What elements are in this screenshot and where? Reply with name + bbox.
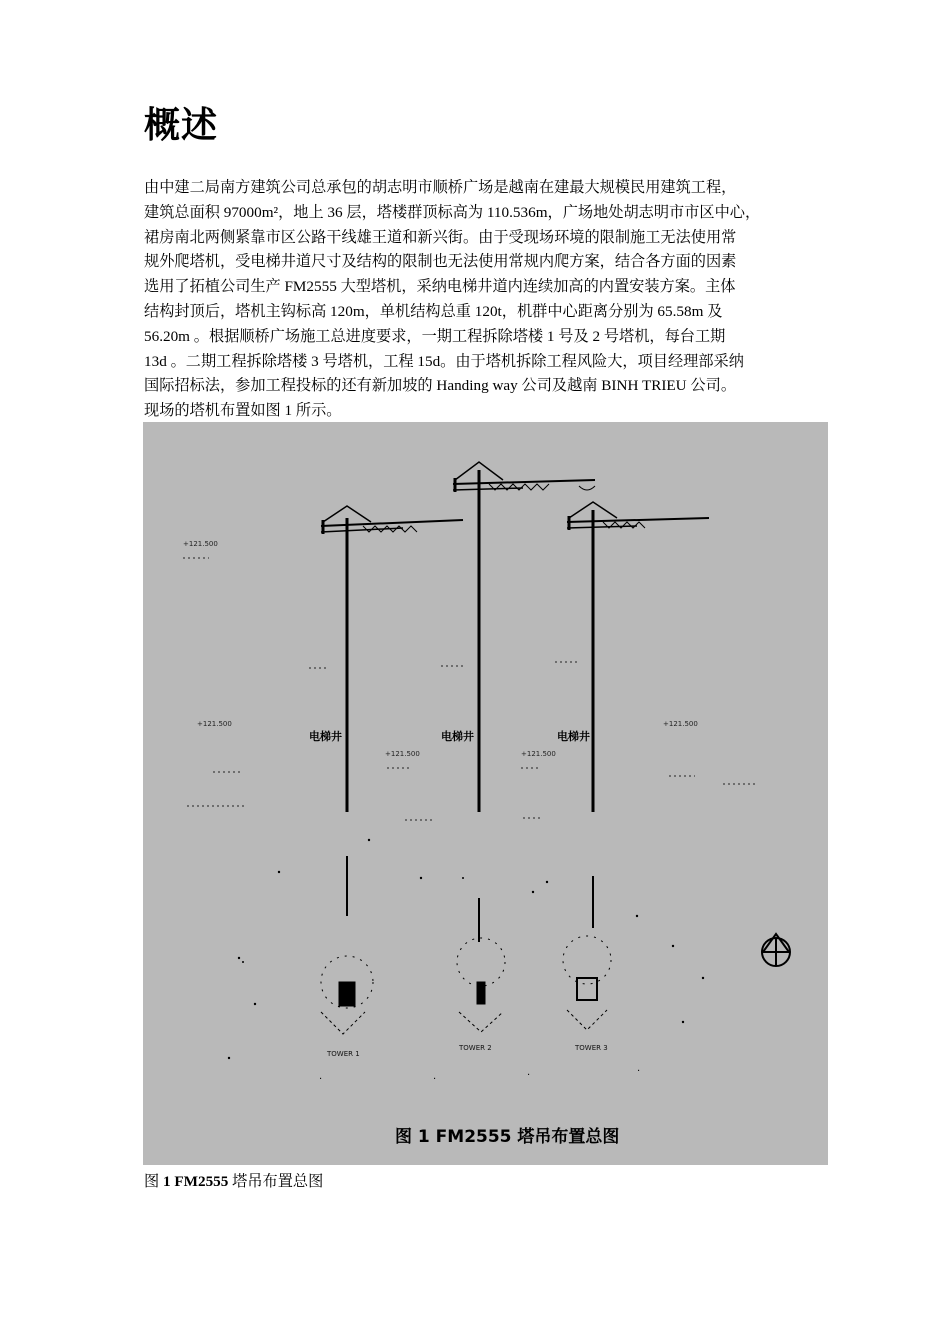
caption-prefix: 图	[144, 1173, 160, 1190]
elevator-label: 电梯井	[309, 730, 342, 743]
paragraph-line: 建筑总面积 97000m²，地上 36 层，塔楼群顶标高为 110.536m，广场地处胡志明市市区中心，	[144, 203, 761, 221]
paragraph-line: 现场的塔机布置如图 1 所示。	[144, 402, 342, 420]
tower-crane-1	[321, 506, 463, 812]
tower-label: TOWER 2	[459, 1044, 492, 1052]
elevation-label: +121.500	[521, 750, 556, 758]
figure-caption	[144, 1171, 323, 1193]
svg-text:·: ·	[527, 1070, 531, 1081]
elevation-label: +121.500	[197, 720, 232, 728]
plan-tower-base-3	[563, 876, 611, 1030]
paragraph-line: 选用了拓植公司生产 FM2555 大型塔机，采纳电梯井道内连续加高的内置安装方案。主体	[144, 278, 736, 296]
tower-label: TOWER 1	[327, 1050, 360, 1058]
elevation-label: +121.500	[183, 540, 218, 548]
section-heading: 概述	[144, 105, 219, 146]
caption-figure-number: 1 FM2555	[162, 1173, 229, 1190]
elevator-label: 电梯井	[557, 730, 590, 743]
tower-crane-layout-figure	[143, 422, 828, 1165]
paragraph-line: 结构封顶后，塔机主钩标高 120m，单机结构总重 120t，机群中心距离分别为 65.58m 及	[144, 302, 723, 320]
caption-text: 塔吊布置总图	[232, 1173, 324, 1190]
svg-text:·: ·	[637, 1066, 641, 1077]
plan-tower-base-1	[321, 856, 373, 1034]
intro-paragraph	[144, 176, 816, 424]
north-arrow-icon	[762, 934, 790, 966]
paragraph-line: 由中建二局南方建筑公司总承包的胡志明市顺桥广场是越南在建最大规模民用建筑工程，	[144, 179, 737, 196]
svg-text:·: ·	[319, 1074, 323, 1085]
elevator-label: 电梯井	[441, 730, 474, 743]
tower-label: TOWER 3	[575, 1044, 608, 1052]
plan-tower-base-2	[457, 898, 505, 1032]
crane-layout-drawing	[143, 422, 828, 1165]
tower-crane-3	[567, 486, 709, 812]
elevation-label: +121.500	[385, 750, 420, 758]
paragraph-line: 13d 。二期工程拆除塔楼 3 号塔机，工程 15d。由于塔机拆除工程风险大，项目经理部采纳	[144, 352, 744, 370]
paragraph-line: 国际招标法，参加工程投标的还有新加坡的 Handing way 公司及越南 BINH TRIEU 公司。	[144, 377, 737, 395]
paragraph-line: 56.20m 。根据顺桥广场施工总进度要求，一期工程拆除塔楼 1 号及 2 号塔机，每台工期	[144, 327, 726, 345]
paragraph-line: 规外爬塔机，受电梯井道尺寸及结构的限制也无法使用常规内爬方案，结合各方面的因素	[144, 253, 737, 271]
elevation-label: +121.500	[663, 720, 698, 728]
figure-inner-title: 图 1 FM2555 塔吊布置总图	[395, 1127, 620, 1147]
svg-text:·: ·	[433, 1074, 437, 1085]
paragraph-line: 裙房南北两侧紧靠市区公路干线雄王道和新兴街。由于受现场环境的限制施工无法使用常	[144, 228, 737, 246]
